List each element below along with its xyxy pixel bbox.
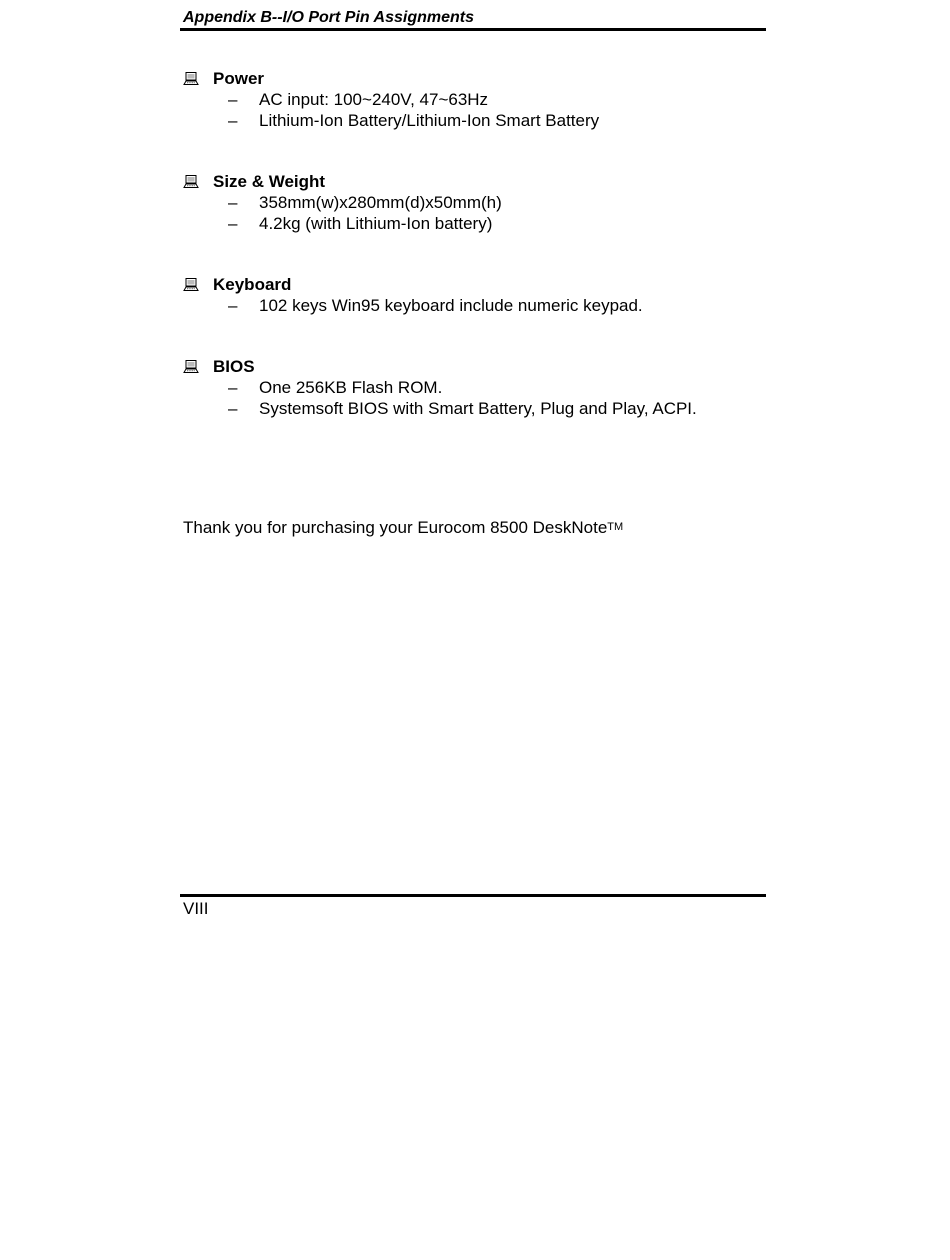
spec-item bbox=[183, 213, 766, 234]
header-rule bbox=[180, 28, 766, 31]
section-heading bbox=[183, 274, 766, 295]
spec-item bbox=[183, 377, 766, 398]
dash-marker: – bbox=[228, 90, 238, 109]
dash-marker: – bbox=[228, 399, 238, 418]
spec-item bbox=[183, 89, 766, 110]
dash-marker: – bbox=[228, 296, 238, 315]
spec-item bbox=[183, 398, 766, 419]
dash-marker: – bbox=[228, 214, 238, 233]
spec-text: 4.2kg (with Lithium-Ion battery) bbox=[259, 214, 493, 233]
spec-text: Systemsoft BIOS with Smart Battery, Plug and Play, ACPI. bbox=[259, 399, 697, 418]
spec-text: 358mm(w)x280mm(d)x50mm(h) bbox=[259, 193, 502, 212]
laptop-icon bbox=[183, 71, 199, 87]
section-heading bbox=[183, 356, 766, 377]
section-bios bbox=[183, 356, 766, 419]
spec-item bbox=[183, 110, 766, 131]
spec-item bbox=[183, 295, 766, 316]
dash-marker: – bbox=[228, 193, 238, 212]
spec-text: AC input: 100~240V, 47~63Hz bbox=[259, 90, 489, 109]
dash-marker: – bbox=[228, 111, 238, 130]
section-title: Power bbox=[213, 69, 265, 88]
section-power bbox=[183, 68, 766, 131]
spec-text: 102 keys Win95 keyboard include numeric keypad. bbox=[259, 296, 643, 315]
closing-text: Thank you for purchasing your Eurocom 8500 DeskNote bbox=[183, 518, 608, 537]
spec-item bbox=[183, 192, 766, 213]
spec-text: Lithium-Ion Battery/Lithium-Ion Smart Battery bbox=[259, 111, 600, 130]
section-title: Size & Weight bbox=[213, 172, 326, 191]
section-title: Keyboard bbox=[213, 275, 292, 294]
section-heading bbox=[183, 68, 766, 89]
page-number: VIII bbox=[183, 899, 209, 918]
section-keyboard bbox=[183, 274, 766, 316]
section-size-weight bbox=[183, 171, 766, 234]
spec-text: One 256KB Flash ROM. bbox=[259, 378, 443, 397]
dash-marker: – bbox=[228, 378, 238, 397]
trademark-symbol: TM bbox=[607, 521, 624, 533]
section-title: BIOS bbox=[213, 357, 255, 376]
footer-rule bbox=[180, 894, 766, 897]
closing-message bbox=[183, 517, 623, 538]
section-heading bbox=[183, 171, 766, 192]
laptop-icon bbox=[183, 359, 199, 375]
laptop-icon bbox=[183, 277, 199, 293]
laptop-icon bbox=[183, 174, 199, 190]
running-header: Appendix B--I/O Port Pin Assignments bbox=[183, 9, 474, 26]
